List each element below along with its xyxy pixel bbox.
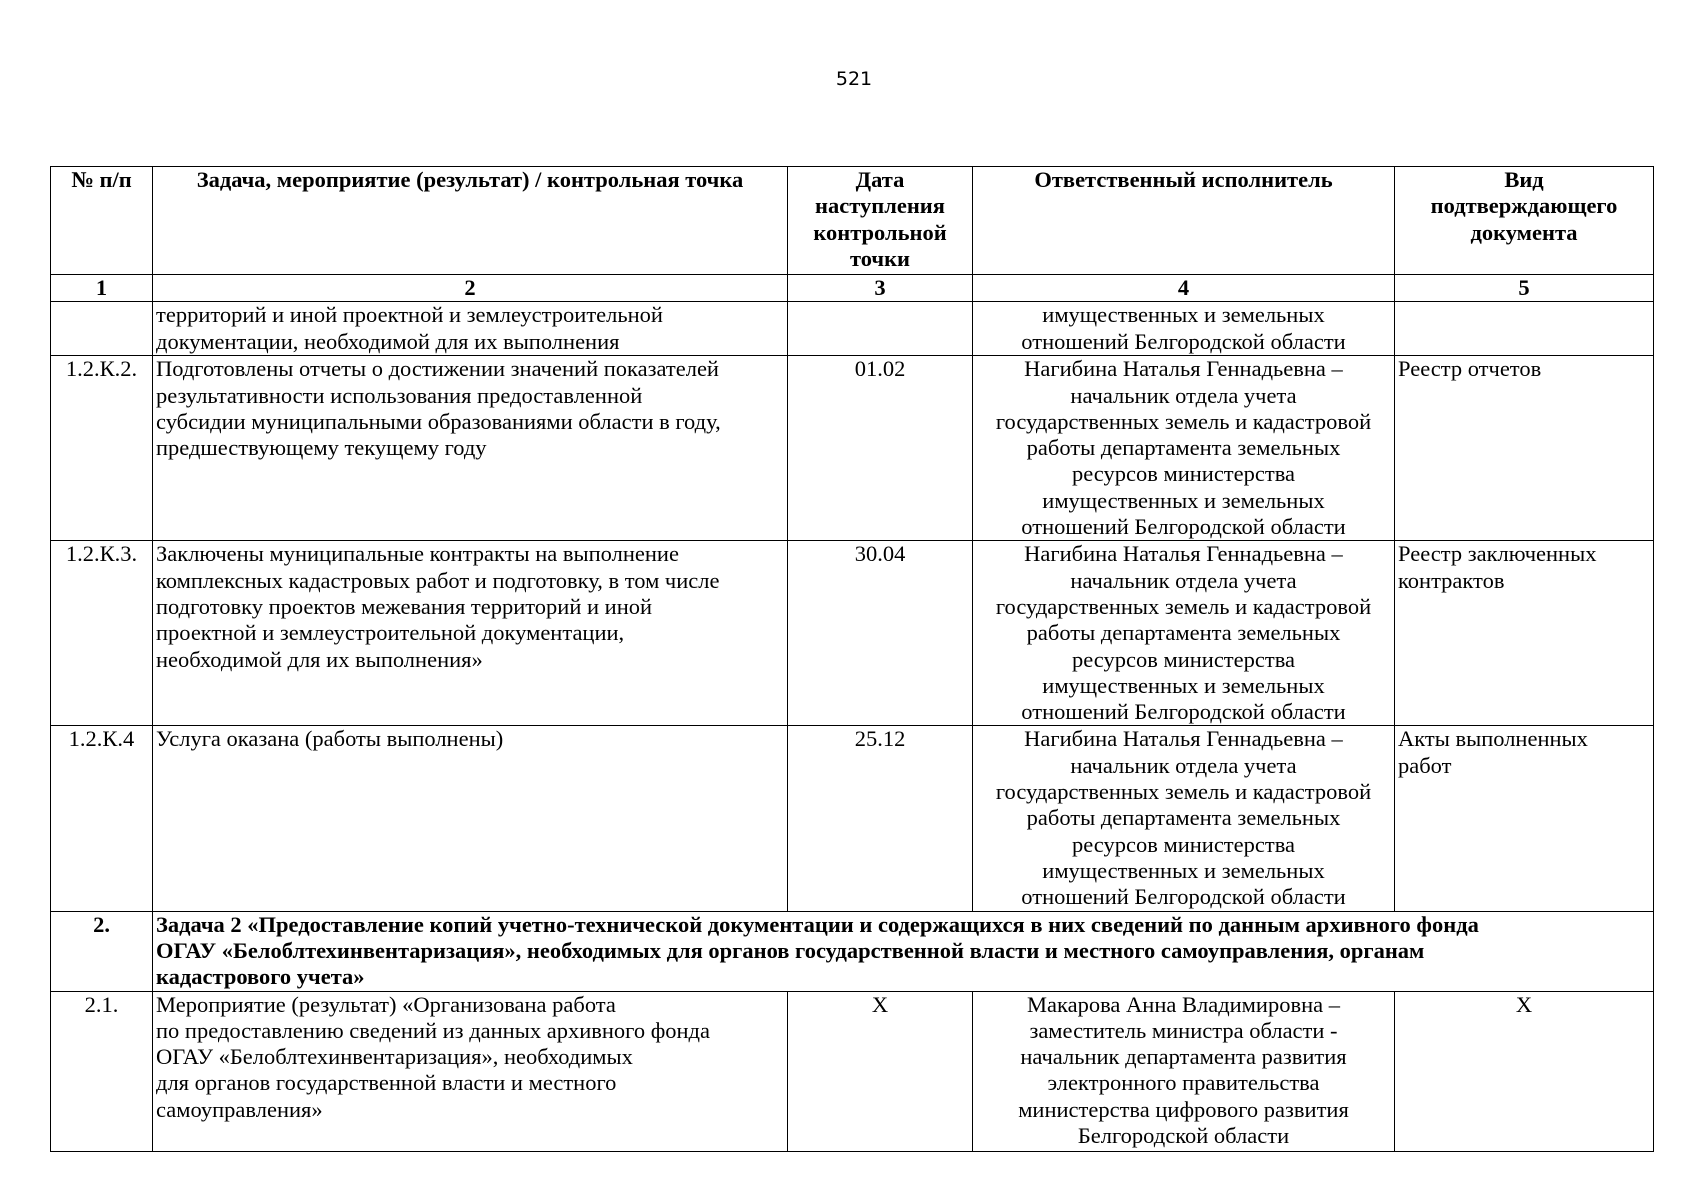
responsible-line: Нагибина Наталья Геннадьевна – [1024,541,1343,567]
header-date [788,167,973,275]
row-number: 1.2.К.2. [51,356,153,541]
document-line: работ [1398,752,1452,778]
task-line: подготовку проектов межевания территорий и иной [156,593,653,619]
task-line: территорий и иной проектной и землеустроительной [156,302,663,328]
column-number: 5 [1395,275,1654,302]
header-date-line: контрольной [813,219,947,245]
date-cell: 01.02 [788,356,973,541]
task-line: результативности использования предоставленной [156,382,643,408]
responsible-line: государственных земель и кадастровой [995,593,1372,619]
header-number: № п/п [51,167,153,275]
document-line: Акты выполненных [1398,726,1588,752]
responsible-line: государственных земель и кадастровой [995,779,1372,805]
document-line: Реестр отчетов [1398,356,1542,382]
header-document-line: Вид [1504,167,1544,192]
responsible-line: Белгородской области [1077,1123,1290,1149]
responsible-cell [973,991,1395,1151]
task-line: проектной и землеустроительной документации, [156,620,625,646]
responsible-line: имущественных и земельных [1042,487,1325,513]
document-cell [1395,356,1654,541]
responsible-line: отношений Белгородской области [1021,328,1346,354]
row-number: 2.1. [51,991,153,1151]
task-line: необходимой для их выполнения» [156,646,483,672]
table-row [51,726,1654,911]
task-2-row [51,911,1654,991]
responsible-line: имущественных и земельных [1042,857,1325,883]
column-number-row [51,275,1654,302]
header-document-line: подтверждающего [1430,193,1618,219]
responsible-line: начальник отдела учета [1070,752,1297,778]
task-cell [153,991,788,1151]
responsible-cell [973,356,1395,541]
responsible-line: отношений Белгородской области [1021,514,1346,540]
responsible-line: работы департамента земельных [1026,435,1341,461]
header-document-line: документа [1470,219,1578,245]
responsible-line: министерства цифрового развития [1018,1096,1349,1122]
task-2-line: ОГАУ «Белоблтехинвентаризация», необходимых для органов государственной власти и местного самоуправления, органам [156,937,1425,963]
task-line: Услуга оказана (работы выполнены) [156,726,504,752]
date-cell: Х [788,991,973,1151]
document-line: Реестр заключенных [1398,541,1597,567]
table-row [51,541,1654,726]
row-number: 2. [51,911,153,991]
responsible-line: Макарова Анна Владимировна – [1027,991,1340,1017]
responsible-line: ресурсов министерства [1071,831,1296,857]
control-points-table [50,166,1654,1152]
responsible-line: работы департамента земельных [1026,620,1341,646]
responsible-line: начальник отдела учета [1070,567,1297,593]
responsible-line: заместитель министра области - [1029,1017,1338,1043]
header-responsible: Ответственный исполнитель [973,167,1395,275]
date-cell: 25.12 [788,726,973,911]
responsible-line: Нагибина Наталья Геннадьевна – [1024,726,1343,752]
task-cell [153,541,788,726]
task-line: для органов государственной власти и местного [156,1070,617,1096]
column-number: 1 [51,275,153,302]
task-line: Мероприятие (результат) «Организована работа [156,991,616,1017]
header-date-line: наступления [815,193,945,219]
header-task: Задача, мероприятие (результат) / контрольная точка [153,167,788,275]
responsible-line: ресурсов министерства [1071,461,1296,487]
responsible-line: начальник департамента развития [1020,1044,1347,1070]
document-line: контрактов [1398,567,1505,593]
task-line: предшествующему текущему году [156,435,487,461]
empty-cell [1395,302,1654,356]
task-line: Заключены муниципальные контракты на выполнение [156,541,679,567]
responsible-line: имущественных и земельных [1042,302,1325,328]
responsible-cell [973,541,1395,726]
continuation-row [51,302,1654,356]
responsible-line: отношений Белгородской области [1021,699,1346,725]
responsible-line: Нагибина Наталья Геннадьевна – [1024,356,1343,382]
empty-cell [788,302,973,356]
header-document [1395,167,1654,275]
task-cell [153,726,788,911]
task-2-line: кадастрового учета» [156,964,365,990]
responsible-line: государственных земель и кадастровой [995,408,1372,434]
document-cell [1395,541,1654,726]
column-number: 4 [973,275,1395,302]
column-number: 3 [788,275,973,302]
task-line: самоуправления» [156,1096,323,1122]
task-cell [153,302,788,356]
header-date-line: Дата [855,167,905,192]
task-line: субсидии муниципальными образованиями области в году, [156,408,721,434]
responsible-line: имущественных и земельных [1042,672,1325,698]
task-line: по предоставлению сведений из данных архивного фонда [156,1017,710,1043]
responsible-line: начальник отдела учета [1070,382,1297,408]
document-cell [1395,726,1654,911]
task-line: документации, необходимой для их выполнения [156,328,620,354]
task-2-title [153,911,1654,991]
table-row [51,991,1654,1151]
page-number: 521 [835,68,873,90]
header-row [51,167,1654,275]
task-line: Подготовлены отчеты о достижении значений показателей [156,356,719,382]
responsible-line: отношений Белгородской области [1021,884,1346,910]
responsible-line: электронного правительства [1047,1070,1320,1096]
date-cell: 30.04 [788,541,973,726]
table-row [51,356,1654,541]
row-number: 1.2.К.3. [51,541,153,726]
document-cell: Х [1395,991,1654,1151]
task-line: комплексных кадастровых работ и подготовку, в том числе [156,567,720,593]
column-number: 2 [153,275,788,302]
responsible-line: работы департамента земельных [1026,805,1341,831]
responsible-line: ресурсов министерства [1071,646,1296,672]
task-cell [153,356,788,541]
responsible-cell [973,302,1395,356]
responsible-cell [973,726,1395,911]
task-2-line: Задача 2 «Предоставление копий учетно-технической документации и содержащихся в них сведений по данным архивного фонда [156,911,1479,937]
empty-cell [51,302,153,356]
row-number: 1.2.К.4 [51,726,153,911]
header-date-line: точки [849,245,911,271]
task-line: ОГАУ «Белоблтехинвентаризация», необходимых [156,1044,633,1070]
